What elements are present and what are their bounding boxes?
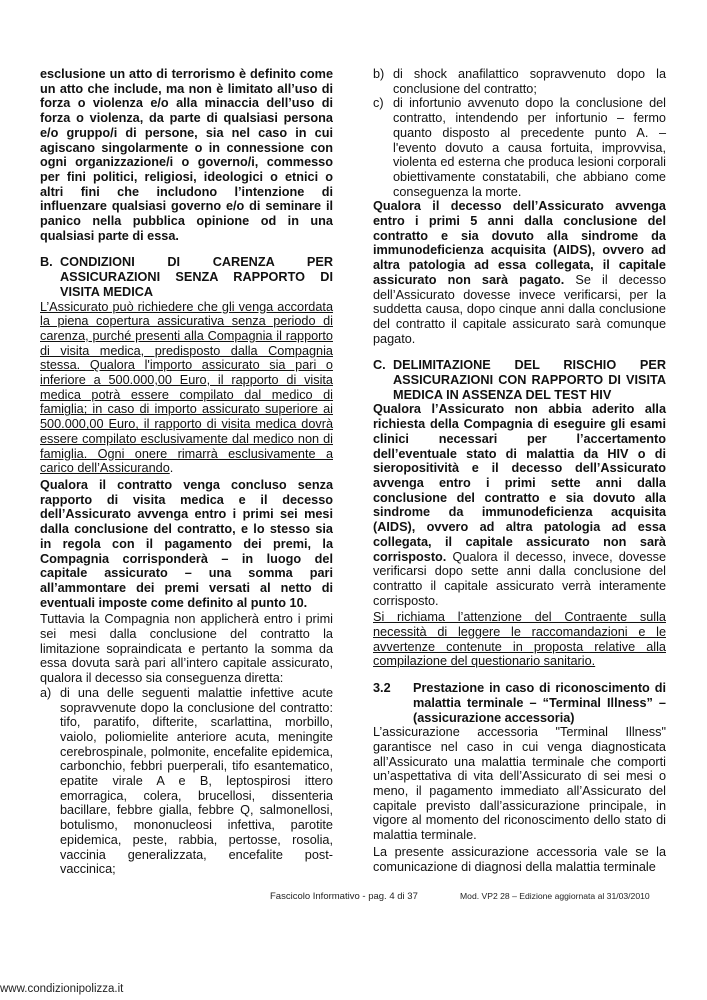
list-item-c: c) di infortunio avvenuto dopo la conclusione del contratto, intendendo per infortunio – fermo quanto disposto al precedente punto A. – l'evento dovuto a causa fortuita, improvvisa, violenta ed esterna che produca lesioni corporali obiettivamente constatabili, che abbiano come conseguenza la morte. xyxy=(373,96,666,199)
watermark-url: www.condizionipolizza.it xyxy=(0,983,124,995)
terminal-illness-paragraph: L’assicurazione accessoria "Terminal Illness" garantisce nel caso in cui venga diagnosticata all’Assicurato una malattia terminale che comporti un’aspettativa di vita dell’Assicurato di sei mesi o meno, il pagamento immediato all’Assicurato del capitale previsto dall’assicurazione principale, in vigore al momento del riconoscimento dello stato di malattia terminale. xyxy=(373,725,666,843)
section-c-number: C. xyxy=(373,358,386,373)
aids-paragraph: Qualora il decesso dell’Assicurato avvenga entro i primi 5 anni dalla conclusione del contratto e sia dovuto alla sindrome da immunodeficienza acquisita (AIDS), ovvero ad altra patologia ad essa collegata, il capitale assicurato non sarà pagato. Se il decesso dell’Assicurato dovesse invece verificarsi, per la suddetta causa, dopo cinque anni dalla conclusione del contratto il capitale assicurato sarà comunque pagato. xyxy=(373,199,666,346)
section-b-title: CONDIZIONI DI CARENZA PER ASSICURAZIONI SENZA RAPPORTO DI VISITA MEDICA xyxy=(60,255,333,299)
footer-page-info: Fascicolo Informativo - pag. 4 di 37 xyxy=(270,891,418,902)
section-3-2-number: 3.2 xyxy=(373,681,391,696)
attention-paragraph: Si richiama l’attenzione del Contraente sulla necessità di leggere le raccomandazioni e le avvertenze contenute in proposta relative alla compilazione del questionario sanitario. xyxy=(373,610,666,669)
six-months-paragraph: Qualora il contratto venga concluso senza rapporto di visita medica e il decesso dell’Assicurato avvenga entro i primi sei mesi dalla conclusione del contratto, e lo stesso sia in regola con il pagamento dei premi, la Compagnia corrisponderà – in luogo del capitale assicurato – una somma pari all’ammontare dei premi versati al netto di eventuali imposte come definito al punto 10. xyxy=(40,477,333,610)
left-column xyxy=(40,67,333,877)
list-item-a: a) di una delle seguenti malattie infettive acute sopravvenute dopo la conclusione del contratto: tifo, paratifo, difterite, scarlattina, morbillo, vaiolo, poliomielite anteriore acuta, meningite cerebrospinale, polmonite, encefalite epidemica, carbonchio, febbri puerperali, tifo esantematico, epatite virale A e B, leptospirosi ittero emorragica, colera, brucellosi, dissenteria bacillare, febbre gialla, febbre Q, salmonellosi, botulismo, mononucleosi infettiva, parotite epidemica, peste, rabbia, pertosse, rosolia, vaccinia generalizzata, encefalite post-vaccinica; xyxy=(40,685,333,877)
section-b-number: B. xyxy=(40,255,53,270)
exception-paragraph: Tuttavia la Compagnia non applicherà entro i primi sei mesi dalla conclusione del contratto la limitazione sopraindicata e pertanto la somma da essa dovuta sarà pari all’intero capitale assicurato, qualora il decesso sia conseguenza diretta: xyxy=(40,612,333,686)
list-item-b: b) di shock anafilattico sopravvenuto dopo la conclusione del contratto; xyxy=(373,67,666,96)
medical-visit-paragraph: L’Assicurato può richiedere che gli venga accordata la piena copertura assicurativa senza periodo di carenza, purché presenti alla Compagnia il rapporto di visita medica, predisposto dalla Compagnia stessa. Qualora l'importo assicurato sia pari o inferiore a 500.000,00 Euro, il rapporto di visita medica potrà essere compilato dal medico di famiglia; in caso di importo assicurato superiore ai 500.000,00 Euro, il rapporto di visita medica dovrà essere compilato esclusivamente dal medico non di famiglia. Ogni onere rimarrà esclusivamente a carico dell’Assicurando. xyxy=(40,299,333,476)
section-3-2-title: Prestazione in caso di riconoscimento di malattia terminale – “Terminal Illness” – (assicurazione accessoria) xyxy=(413,681,666,725)
footer-edition: Mod. VP2 28 – Edizione aggiornata al 31/03/2010 xyxy=(460,891,650,901)
right-column xyxy=(373,67,666,874)
hiv-paragraph: Qualora l’Assicurato non abbia aderito alla richiesta della Compagnia di eseguire gli esami clinici necessari per l’accertamento dell’eventuale stato di malattia da HIV o di sieropositività e il decesso dell’Assicurato avvenga entro i primi sette anni dalla conclusione del contratto e sia dovuto alla sindrome da immunodeficienza acquisita (AIDS), ovvero ad altra patologia ad essa collegata, il capitale assicurato non sarà corrisposto. Qualora il decesso, invece, dovesse verificarsi dopo sette anni dalla conclusione del contratto il capitale assicurato verrà interamente corrisposto. xyxy=(373,402,666,608)
section-b-heading xyxy=(40,255,333,299)
terminal-illness-paragraph-2: La presente assicurazione accessoria vale se la comunicazione di diagnosi della malattia terminale xyxy=(373,844,666,874)
terrorism-definition: esclusione un atto di terrorismo è definito come un atto che include, ma non è limitato all’uso di forza o violenza e/o alla minaccia dell’uso di forza o violenza, da parte di qualsiasi persona e/o gruppo/i di persone, sia nel caso in cui agiscano singolarmente o in connessione con ogni organizzazione/i o governo/i, commesso per fini politici, religiosi, ideologici o etnici o altri fini che includono l’intenzione di influenzare qualsiasi governo e/o di seminare il panico nella pubblica opinione od in una qualsiasi parte di essa. xyxy=(40,67,333,243)
section-3-2-heading xyxy=(373,681,666,725)
section-c-heading xyxy=(373,358,666,402)
section-c-title: DELIMITAZIONE DEL RISCHIO PER ASSICURAZIONI CON RAPPORTO DI VISITA MEDICA IN ASSENZA DEL TEST HIV xyxy=(393,358,666,402)
